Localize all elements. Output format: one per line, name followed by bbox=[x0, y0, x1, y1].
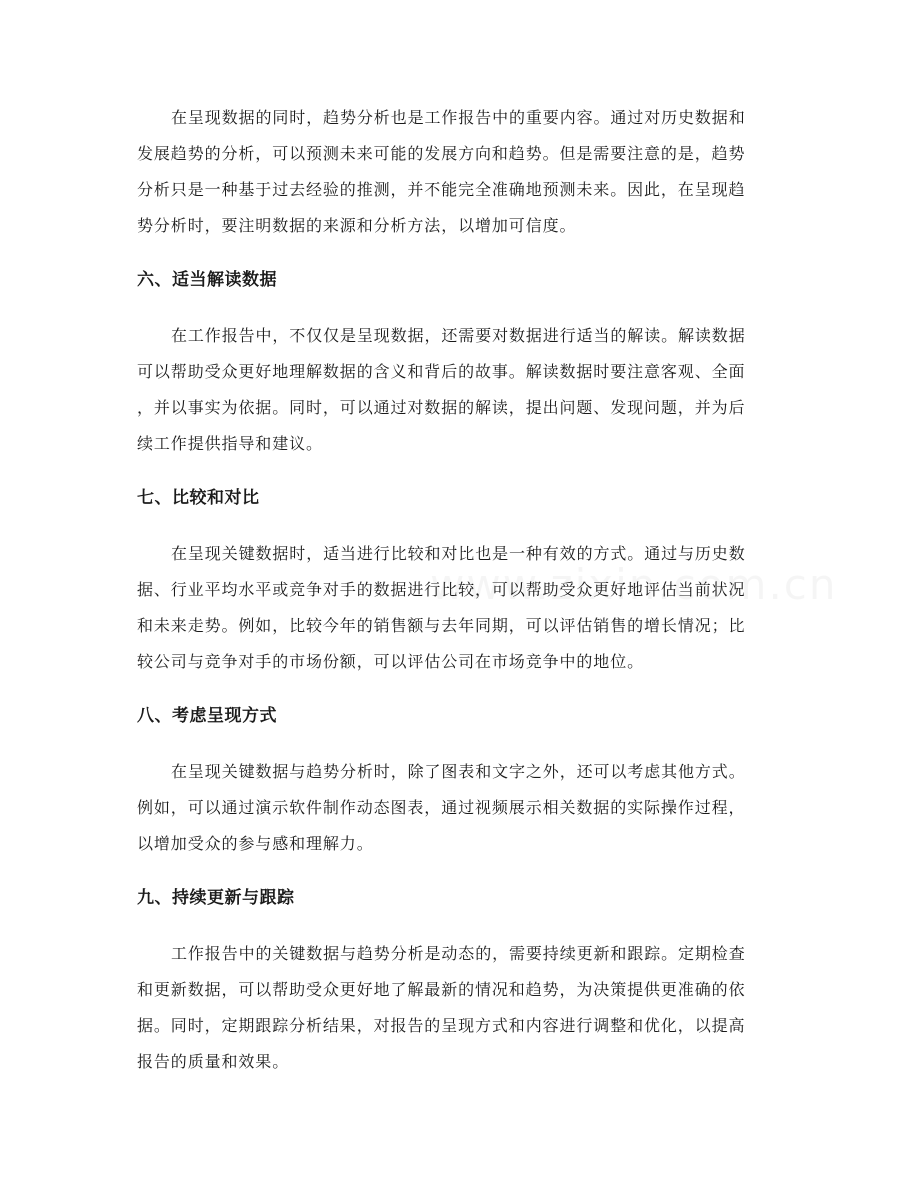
paragraph-line: 例如，可以通过演示软件制作动态图表，通过视频展示相关数据的实际操作过程， bbox=[137, 798, 746, 817]
paragraph-line: 在呈现数据的同时，趋势分析也是工作报告中的重要内容。通过对历史数据和 bbox=[171, 108, 746, 127]
paragraph-line: 在呈现关键数据与趋势分析时，除了图表和文字之外，还可以考虑其他方式。 bbox=[171, 762, 746, 781]
paragraph-line: 较公司与竞争对手的市场份额，可以评估公司在市场竞争中的地位。 bbox=[137, 652, 645, 671]
section-heading-comparison: 七、比较和对比 bbox=[137, 488, 260, 508]
paragraph-line: ，并以事实为依据。同时，可以通过对数据的解读，提出问题、发现问题，并为后 bbox=[137, 398, 746, 417]
paragraph-line: 据、行业平均水平或竞争对手的数据进行比较，可以帮助受众更好地评估当前状况 bbox=[137, 580, 746, 599]
section-heading-interpret-data: 六、适当解读数据 bbox=[137, 270, 277, 290]
paragraph-line: 以增加受众的参与感和理解力。 bbox=[137, 834, 374, 853]
paragraph-line: 和未来走势。例如，比较今年的销售额与去年同期，可以评估销售的增长情况；比 bbox=[137, 616, 746, 635]
paragraph-update-tracking bbox=[137, 936, 785, 1080]
paragraph-line: 报告的质量和效果。 bbox=[137, 1052, 290, 1071]
paragraph-line: 和更新数据，可以帮助受众更好地了解最新的情况和趋势，为决策提供更准确的依 bbox=[137, 980, 746, 999]
paragraph-line: 势分析时，要注明数据的来源和分析方法，以增加可信度。 bbox=[137, 216, 577, 235]
paragraph-line: 发展趋势的分析，可以预测未来可能的发展方向和趋势。但是需要注意的是，趋势 bbox=[137, 144, 746, 163]
paragraph-line: 在工作报告中，不仅仅是呈现数据，还需要对数据进行适当的解读。解读数据 bbox=[171, 326, 746, 345]
paragraph-line: 在呈现关键数据时，适当进行比较和对比也是一种有效的方式。通过与历史数 bbox=[171, 544, 746, 563]
paragraph-comparison bbox=[137, 536, 785, 680]
paragraph-line: 续工作提供指导和建议。 bbox=[137, 434, 323, 453]
section-heading-presentation: 八、考虑呈现方式 bbox=[137, 706, 277, 726]
paragraph-line: 工作报告中的关键数据与趋势分析是动态的，需要持续更新和跟踪。定期检查 bbox=[171, 944, 746, 963]
paragraph-line: 可以帮助受众更好地理解数据的含义和背后的故事。解读数据时要注意客观、全面 bbox=[137, 362, 746, 381]
section-heading-update-tracking: 九、持续更新与跟踪 bbox=[137, 888, 295, 908]
document-body bbox=[137, 100, 785, 1080]
paragraph-line: 据。同时，定期跟踪分析结果，对报告的呈现方式和内容进行调整和优化，以提高 bbox=[137, 1016, 746, 1035]
paragraph-interpret-data bbox=[137, 318, 785, 462]
paragraph-trend-analysis bbox=[137, 100, 785, 244]
paragraph-presentation bbox=[137, 754, 785, 862]
paragraph-line: 分析只是一种基于过去经验的推测，并不能完全准确地预测未来。因此，在呈现趋 bbox=[137, 180, 746, 199]
